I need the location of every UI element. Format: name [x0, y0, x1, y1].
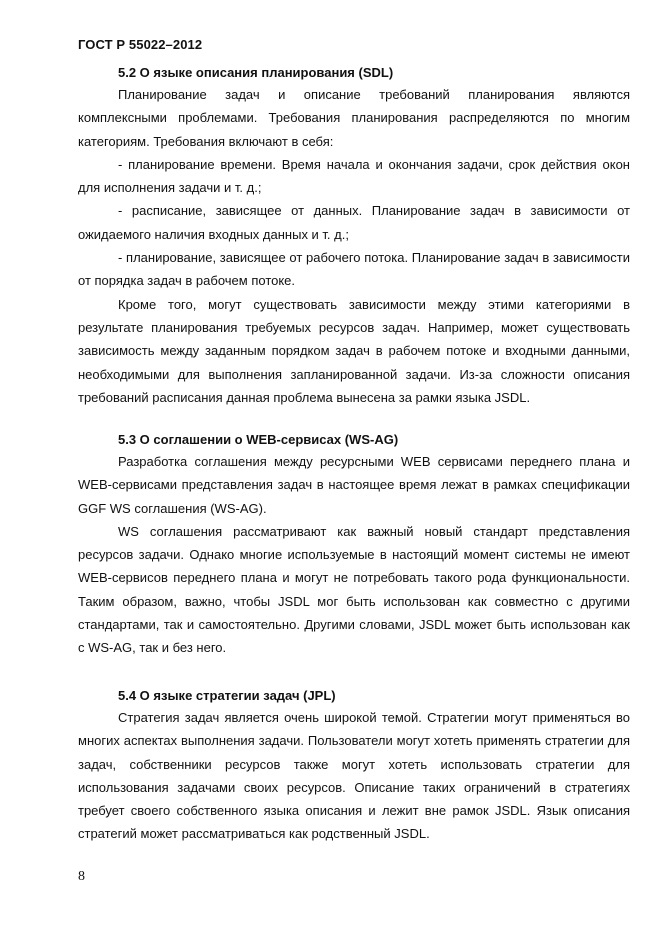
paragraph: Разработка соглашения между ресурсными WEB сервисами переднего плана и WEB-сервисами представления задач в настоящее время лежат в рамках спецификации GGF WS соглашения (WS-AG). — [78, 454, 630, 516]
page-number: 8 — [78, 869, 85, 884]
section-title: 5.2 О языке описания планирования (SDL) — [118, 65, 394, 80]
section-5-4 — [78, 686, 630, 846]
paragraph: WS соглашения рассматривают как важный новый стандарт представления ресурсов задачи. Однако многие используемые в настоящий момент системы не имеют WEB-сервисов переднего плана и могут не потребовать такого рода функциональности. Таким образом, важно, чтобы JSDL мог быть использован как совместно с другими стандартами, так и самостоятельно. Другими словами, JSDL может быть использован как с WS-AG, так и без него. — [78, 523, 630, 656]
document-header: ГОСТ Р 55022–2012 — [78, 37, 203, 52]
section-5-2 — [78, 63, 630, 409]
list-item: - планирование, зависящее от рабочего потока. Планирование задач в зависимости от порядка задач в рабочем потоке. — [78, 250, 630, 289]
section-title: 5.4 О языке стратегии задач (JPL) — [118, 688, 336, 703]
paragraph: Кроме того, могут существовать зависимости между этими категориями в результате планирования требуемых ресурсов задач. Например, может существовать зависимость между заданным порядком задач в рабочем потоке и входными данными, необходимыми для выполнения запланированной задачи. Из-за сложности описания требований расписания данная проблема вынесена за рамки языка JSDL. — [78, 296, 630, 405]
paragraph: Стратегия задач является очень широкой темой. Стратегии могут применяться во многих аспектах выполнения задачи. Пользователи могут хотеть применять стратегии для задач, собственники ресурсов также могут хотеть использовать стратегии для использования задачами своих ресурсов. Описание таких ограничений в стратегиях требует своего собственного языка описания и лежит вне рамок JSDL. Язык описания стратегий может рассматриваться как родственный JSDL. — [78, 710, 630, 842]
section-title: 5.3 О соглашении о WEB-сервисах (WS-AG) — [118, 432, 399, 447]
section-5-3 — [78, 430, 630, 660]
list-item: - планирование времени. Время начала и окончания задачи, срок действия окон для исполнения задачи и т. д.; — [78, 156, 630, 196]
paragraph: Планирование задач и описание требований планирования являются комплексными проблемами. Требования планирования распределяются по многим категориям. Требования включают в себя: — [78, 87, 630, 149]
list-item: - расписание, зависящее от данных. Планирование задач в зависимости от ожидаемого наличия входных данных и т. д.; — [78, 203, 630, 242]
